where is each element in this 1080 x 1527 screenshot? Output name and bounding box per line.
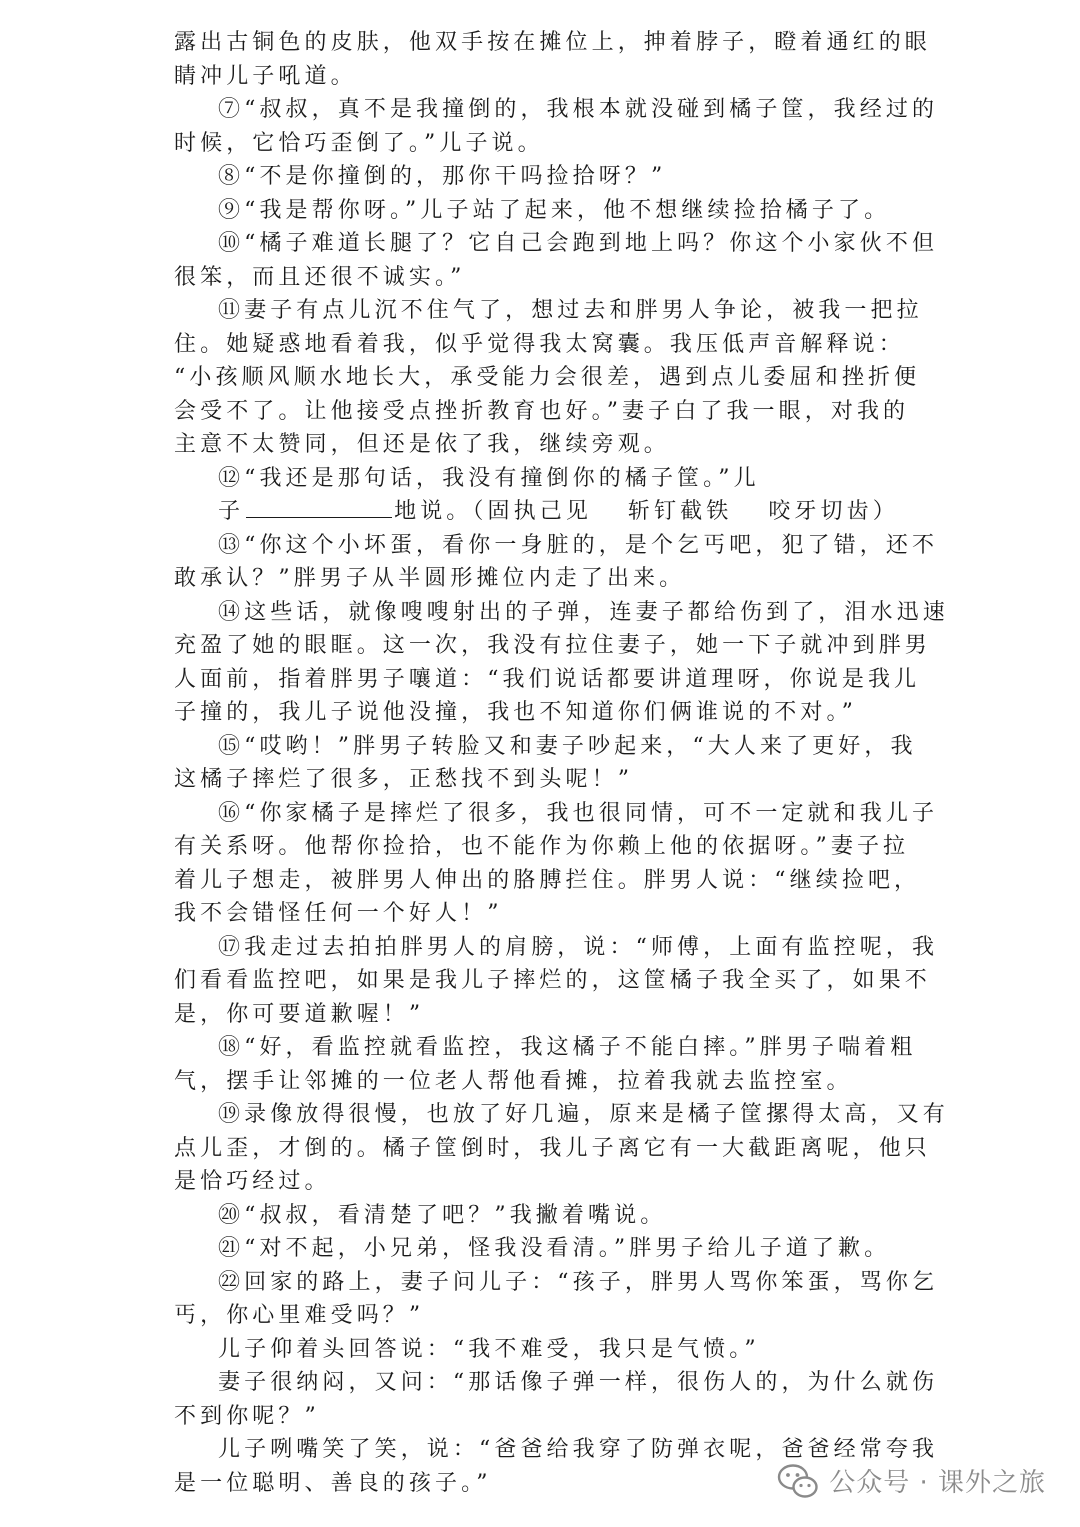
text-line: 我不会错怪任何一个好人！” bbox=[174, 901, 503, 926]
text-line: 时候，它恰巧歪倒了。”儿子说。 bbox=[174, 130, 544, 156]
paragraph-block-1 bbox=[174, 26, 939, 495]
text-line: ㉒回家的路上，妻子问儿子：“孩子，胖男人骂你笨蛋，骂你乞 bbox=[218, 1269, 939, 1295]
text-line: 是恰巧经过。 bbox=[174, 1169, 331, 1194]
text-line: ⑭这些话，就像嗖嗖射出的子弹，连妻子都给伤到了，泪水迅速 bbox=[218, 599, 949, 625]
text-line: 是一位聪明、善良的孩子。” bbox=[174, 1470, 492, 1496]
option-2: 斩钉截铁 bbox=[627, 499, 733, 524]
blank-suffix: 地说。（ bbox=[394, 499, 488, 524]
option-3: 咬牙切齿） bbox=[768, 499, 899, 524]
text-line: ⑩“橘子难道长腿了？它自己会跑到地上吗？你这个小家伙不但 bbox=[218, 231, 939, 256]
text-line: ⑫“我还是那句话，我没有撞倒你的橘子筐。”儿 bbox=[218, 465, 760, 491]
text-line: 很笨，而且还很不诚实。” bbox=[174, 264, 466, 290]
text-line: 点儿歪，才倒的。橘子筐倒时，我儿子离它有一大截距离呢，他只 bbox=[174, 1135, 931, 1161]
watermark bbox=[777, 1462, 1046, 1499]
text-line: 儿子咧嘴笑了笑，说：“爸爸给我穿了防弹衣呢，爸爸经常夸我 bbox=[218, 1437, 939, 1462]
text-line: 气，摆手让邻摊的一位老人帮他看摊，拉着我就去监控室。 bbox=[174, 1068, 853, 1094]
text-line: “小孩顺风顺水地长大，承受能力会很差，遇到点儿委屈和挫折便 bbox=[174, 365, 921, 390]
text-line: 是，你可要道歉喔！” bbox=[174, 1001, 425, 1027]
text-line: ⑯“你家橘子是摔烂了很多，我也很同情，可不一定就和我儿子 bbox=[218, 800, 939, 826]
text-line: ⑳“叔叔，看清楚了吧？”我撇着嘴说。 bbox=[218, 1202, 667, 1228]
text-line: 儿子仰着头回答说：“我不难受，我只是气愤。” bbox=[218, 1336, 760, 1362]
blank-prefix: 子 bbox=[218, 499, 245, 524]
answer-blank bbox=[246, 495, 392, 518]
text-line: 主意不太赞同，但还是依了我，继续旁观。 bbox=[174, 432, 670, 457]
text-line: 露出古铜色的皮肤，他双手按在摊位上，抻着脖子，瞪着通红的眼 bbox=[174, 30, 931, 55]
text-line: ⑰我走过去拍拍胖男人的肩膀，说：“师傅，上面有监控呢，我 bbox=[218, 934, 939, 960]
text-line: 子撞的，我儿子说他没撞，我也不知道你们俩谁说的不对。” bbox=[174, 700, 857, 725]
text-line: 充盈了她的眼眶。这一次，我没有拉住妻子，她一下子就冲到胖男 bbox=[174, 633, 931, 658]
text-line: ⑱“好，看监控就看监控，我这橘子不能白摔。”胖男子喘着粗 bbox=[218, 1035, 917, 1060]
text-line: 丐，你心里难受吗？” bbox=[174, 1303, 425, 1328]
text-line: ⑧“不是你撞倒的，那你干吗捡拾呀？” bbox=[218, 164, 667, 189]
text-line: 妻子很纳闷，又问：“那话像子弹一样，很伤人的，为什么就伤 bbox=[218, 1370, 939, 1395]
text-line: ⑲录像放得很慢，也放了好几遍，原来是橘子筐摞得太高，又有 bbox=[218, 1102, 949, 1127]
text-line: 有关系呀。他帮你捡拾，也不能作为你赖上他的依据呀。”妻子拉 bbox=[174, 834, 910, 859]
text-line: 不到你呢？” bbox=[174, 1403, 320, 1429]
text-line: ㉑“对不起，小兄弟，怪我没看清。”胖男子给儿子道了歉。 bbox=[218, 1236, 891, 1261]
watermark-text: 公众号 · 课外之旅 bbox=[829, 1468, 1046, 1498]
fill-in-blank-line bbox=[174, 495, 904, 529]
text-line: 睛冲儿子吼道。 bbox=[174, 63, 357, 89]
text-line: ⑨“我是帮你呀。”儿子站了起来，他不想继续捡拾橘子了。 bbox=[218, 197, 891, 223]
wechat-icon bbox=[777, 1463, 819, 1499]
text-line: 敢承认？”胖男子从半圆形摊位内走了出来。 bbox=[174, 566, 686, 591]
text-line: 会受不了。让他接受点挫折教育也好。”妻子白了我一眼，对我的 bbox=[174, 398, 910, 424]
option-1: 固执己见 bbox=[487, 499, 592, 524]
text-line: 们看看监控吧，如果是我儿子摔烂的，这筐橘子我全买了，如果不 bbox=[174, 968, 931, 993]
text-line: 住。她疑惑地看着我，似乎觉得我太窝囊。我压低声音解释说： bbox=[174, 331, 905, 357]
text-line: ⑬“你这个小坏蛋，看你一身脏的，是个乞丐吧，犯了错，还不 bbox=[218, 532, 939, 558]
text-line: ⑮“哎哟！”胖男子转脸又和妻子吵起来，“大人来了更好，我 bbox=[218, 733, 917, 759]
text-line: 这橘子摔烂了很多，正愁找不到头呢！” bbox=[174, 767, 634, 792]
text-line: 人面前，指着胖男子嚷道：“我们说话都要讲道理呀，你说是我儿 bbox=[174, 666, 921, 692]
text-line: 着儿子想走，被胖男人伸出的胳膊拦住。胖男人说：“继续捡吧， bbox=[174, 867, 921, 893]
text-line: ⑪妻子有点儿沉不住气了，想过去和胖男人争论，被我一把拉 bbox=[218, 298, 923, 323]
text-line: ⑦“叔叔，真不是我撞倒的，我根本就没碰到橘子筐，我经过的 bbox=[218, 97, 939, 122]
